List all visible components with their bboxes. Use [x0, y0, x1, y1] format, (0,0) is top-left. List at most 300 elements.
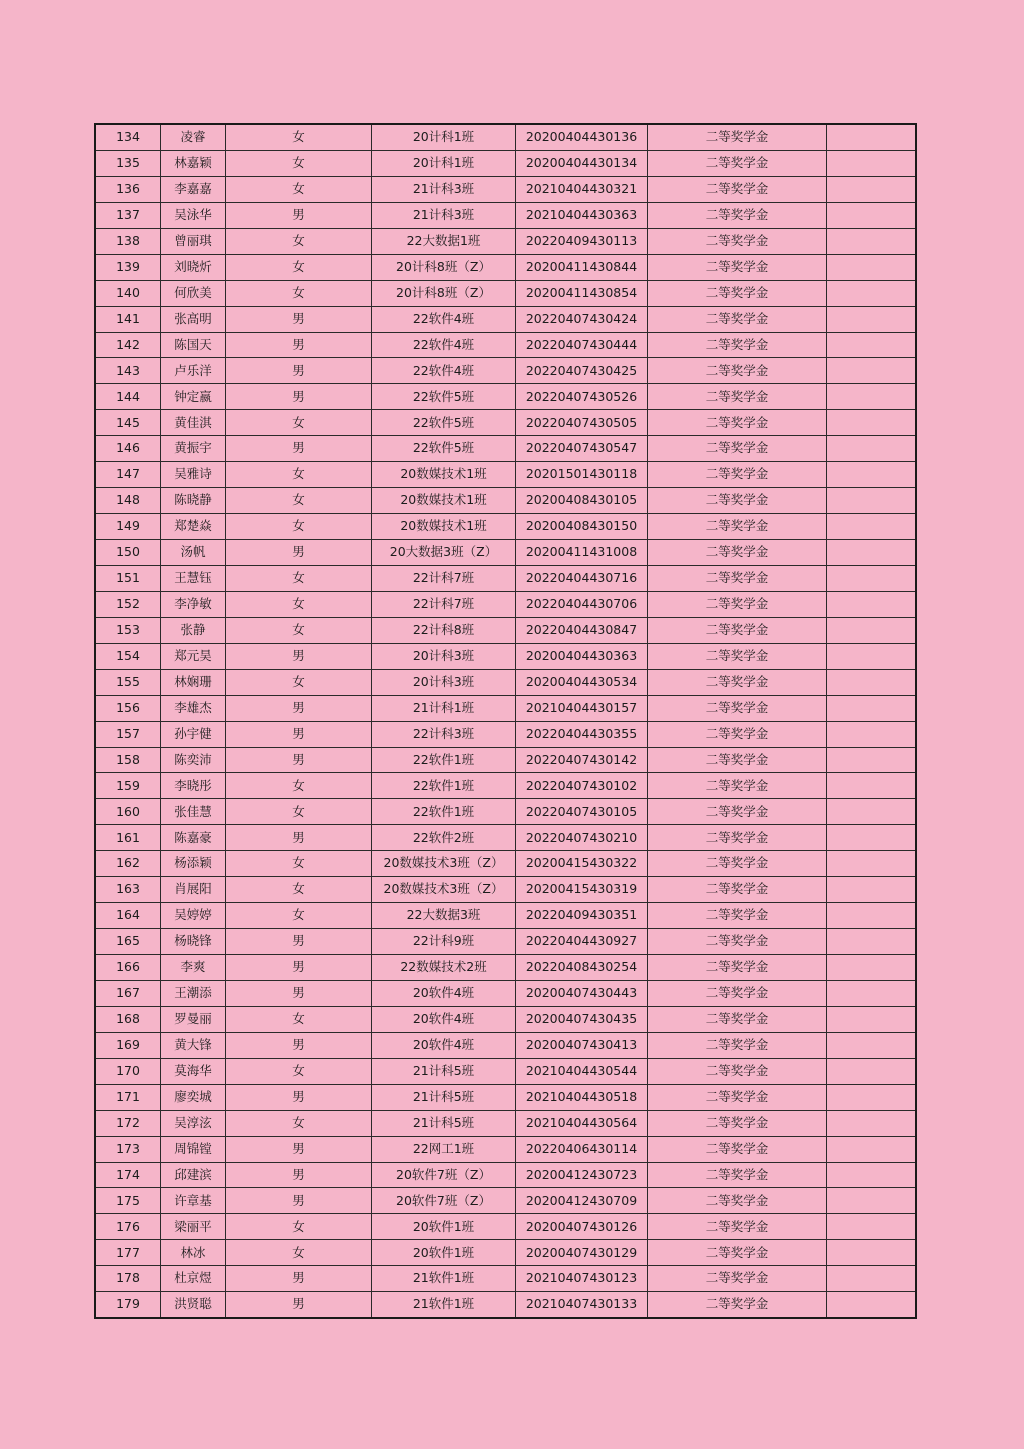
cell-student-name: 陈国天 [161, 332, 226, 358]
cell-student-id: 20220404430355 [516, 721, 648, 747]
roster-table-body [95, 124, 916, 1318]
cell-student-id: 20200411430844 [516, 254, 648, 280]
cell-serial-number: 159 [95, 773, 161, 799]
table-row [95, 358, 916, 384]
cell-class: 20计科1班 [372, 124, 516, 150]
cell-student-name: 周锦镗 [161, 1136, 226, 1162]
table-row [95, 1162, 916, 1188]
cell-class: 20计科3班 [372, 643, 516, 669]
cell-student-name: 李净敏 [161, 591, 226, 617]
table-row [95, 1136, 916, 1162]
cell-student-name: 刘晓炘 [161, 254, 226, 280]
cell-student-name: 王慧钰 [161, 565, 226, 591]
cell-serial-number: 154 [95, 643, 161, 669]
cell-student-id: 20220407430102 [516, 773, 648, 799]
cell-student-name: 郑元昊 [161, 643, 226, 669]
cell-student-name: 罗曼丽 [161, 1006, 226, 1032]
cell-award: 二等奖学金 [648, 643, 827, 669]
cell-student-name: 廖奕城 [161, 1084, 226, 1110]
cell-remark [827, 306, 917, 332]
cell-award: 二等奖学金 [648, 202, 827, 228]
cell-student-id: 20220407430444 [516, 332, 648, 358]
cell-remark [827, 384, 917, 410]
cell-class: 21计科3班 [372, 202, 516, 228]
cell-award: 二等奖学金 [648, 799, 827, 825]
cell-student-name: 梁丽平 [161, 1214, 226, 1240]
cell-gender: 女 [226, 488, 372, 514]
cell-award: 二等奖学金 [648, 1084, 827, 1110]
cell-award: 二等奖学金 [648, 877, 827, 903]
cell-remark [827, 436, 917, 462]
cell-class: 20计科3班 [372, 669, 516, 695]
cell-student-id: 20200404430136 [516, 124, 648, 150]
cell-student-name: 钟定嬴 [161, 384, 226, 410]
cell-class: 21软件1班 [372, 1266, 516, 1292]
cell-award: 二等奖学金 [648, 617, 827, 643]
cell-remark [827, 124, 917, 150]
cell-award: 二等奖学金 [648, 695, 827, 721]
cell-class: 22计科8班 [372, 617, 516, 643]
cell-gender: 女 [226, 1110, 372, 1136]
cell-award: 二等奖学金 [648, 514, 827, 540]
cell-gender: 女 [226, 591, 372, 617]
cell-serial-number: 139 [95, 254, 161, 280]
cell-remark [827, 332, 917, 358]
table-row [95, 591, 916, 617]
cell-award: 二等奖学金 [648, 747, 827, 773]
cell-serial-number: 171 [95, 1084, 161, 1110]
cell-remark [827, 462, 917, 488]
cell-student-id: 20200407430443 [516, 980, 648, 1006]
cell-class: 22软件4班 [372, 306, 516, 332]
cell-serial-number: 153 [95, 617, 161, 643]
cell-serial-number: 142 [95, 332, 161, 358]
cell-gender: 男 [226, 306, 372, 332]
table-row [95, 1214, 916, 1240]
cell-class: 20软件4班 [372, 980, 516, 1006]
cell-student-id: 20200412430709 [516, 1188, 648, 1214]
table-row [95, 462, 916, 488]
cell-remark [827, 929, 917, 955]
cell-student-id: 20200407430129 [516, 1240, 648, 1266]
cell-student-name: 吴雅诗 [161, 462, 226, 488]
cell-class: 22软件4班 [372, 358, 516, 384]
cell-award: 二等奖学金 [648, 1058, 827, 1084]
cell-award: 二等奖学金 [648, 436, 827, 462]
cell-gender: 男 [226, 1084, 372, 1110]
cell-serial-number: 163 [95, 877, 161, 903]
cell-gender: 男 [226, 1032, 372, 1058]
cell-remark [827, 1162, 917, 1188]
cell-award: 二等奖学金 [648, 176, 827, 202]
cell-class: 20计科8班（Z） [372, 254, 516, 280]
table-row [95, 1110, 916, 1136]
cell-award: 二等奖学金 [648, 1188, 827, 1214]
cell-gender: 男 [226, 540, 372, 566]
cell-gender: 男 [226, 436, 372, 462]
cell-serial-number: 174 [95, 1162, 161, 1188]
cell-student-id: 20210404430518 [516, 1084, 648, 1110]
cell-serial-number: 172 [95, 1110, 161, 1136]
cell-serial-number: 158 [95, 747, 161, 773]
cell-serial-number: 177 [95, 1240, 161, 1266]
scholarship-roster-table [94, 123, 917, 1319]
table-row [95, 903, 916, 929]
table-row [95, 202, 916, 228]
cell-student-id: 20210404430363 [516, 202, 648, 228]
cell-student-id: 20220407430210 [516, 825, 648, 851]
cell-serial-number: 144 [95, 384, 161, 410]
cell-award: 二等奖学金 [648, 280, 827, 306]
cell-student-id: 20210404430544 [516, 1058, 648, 1084]
cell-class: 22软件1班 [372, 799, 516, 825]
cell-award: 二等奖学金 [648, 773, 827, 799]
cell-remark [827, 643, 917, 669]
cell-award: 二等奖学金 [648, 1266, 827, 1292]
table-row [95, 1240, 916, 1266]
cell-class: 20软件4班 [372, 1006, 516, 1032]
cell-student-id: 20200404430363 [516, 643, 648, 669]
cell-remark [827, 1240, 917, 1266]
cell-student-id: 20220407430526 [516, 384, 648, 410]
cell-serial-number: 168 [95, 1006, 161, 1032]
table-row [95, 643, 916, 669]
table-row [95, 1292, 916, 1318]
cell-award: 二等奖学金 [648, 358, 827, 384]
cell-remark [827, 773, 917, 799]
cell-student-name: 卢乐洋 [161, 358, 226, 384]
cell-remark [827, 799, 917, 825]
cell-serial-number: 175 [95, 1188, 161, 1214]
cell-remark [827, 851, 917, 877]
cell-serial-number: 138 [95, 228, 161, 254]
cell-student-id: 20220407430142 [516, 747, 648, 773]
table-row [95, 1032, 916, 1058]
cell-class: 21计科5班 [372, 1110, 516, 1136]
cell-award: 二等奖学金 [648, 1032, 827, 1058]
table-row [95, 176, 916, 202]
table-row [95, 488, 916, 514]
cell-student-name: 杨添颖 [161, 851, 226, 877]
cell-gender: 男 [226, 980, 372, 1006]
cell-award: 二等奖学金 [648, 1214, 827, 1240]
cell-gender: 男 [226, 643, 372, 669]
table-row [95, 228, 916, 254]
cell-student-id: 20220404430706 [516, 591, 648, 617]
cell-remark [827, 202, 917, 228]
cell-remark [827, 617, 917, 643]
table-row [95, 384, 916, 410]
cell-gender: 女 [226, 851, 372, 877]
cell-student-id: 20220404430716 [516, 565, 648, 591]
cell-class: 22数媒技术2班 [372, 955, 516, 981]
cell-award: 二等奖学金 [648, 591, 827, 617]
table-row [95, 980, 916, 1006]
cell-gender: 男 [226, 202, 372, 228]
cell-class: 20软件7班（Z） [372, 1188, 516, 1214]
cell-gender: 女 [226, 903, 372, 929]
cell-student-id: 20200407430435 [516, 1006, 648, 1032]
cell-student-id: 20200404430134 [516, 150, 648, 176]
cell-class: 22大数据3班 [372, 903, 516, 929]
cell-gender: 女 [226, 150, 372, 176]
cell-class: 20计科8班（Z） [372, 280, 516, 306]
cell-remark [827, 747, 917, 773]
cell-student-name: 陈晓静 [161, 488, 226, 514]
cell-class: 22软件2班 [372, 825, 516, 851]
cell-serial-number: 161 [95, 825, 161, 851]
cell-remark [827, 565, 917, 591]
cell-remark [827, 410, 917, 436]
cell-student-name: 邱建滨 [161, 1162, 226, 1188]
cell-gender: 女 [226, 799, 372, 825]
cell-student-name: 黄大锋 [161, 1032, 226, 1058]
cell-class: 21计科1班 [372, 695, 516, 721]
cell-student-id: 20210407430123 [516, 1266, 648, 1292]
cell-student-name: 李晓彤 [161, 773, 226, 799]
cell-class: 22软件5班 [372, 410, 516, 436]
table-row [95, 773, 916, 799]
cell-class: 20软件1班 [372, 1240, 516, 1266]
cell-gender: 男 [226, 955, 372, 981]
cell-award: 二等奖学金 [648, 721, 827, 747]
cell-award: 二等奖学金 [648, 955, 827, 981]
cell-student-id: 20220407430424 [516, 306, 648, 332]
table-row [95, 851, 916, 877]
cell-student-id: 20220409430351 [516, 903, 648, 929]
table-row [95, 877, 916, 903]
cell-gender: 男 [226, 1266, 372, 1292]
table-row [95, 617, 916, 643]
cell-class: 20软件7班（Z） [372, 1162, 516, 1188]
cell-class: 22软件1班 [372, 747, 516, 773]
cell-remark [827, 280, 917, 306]
cell-student-id: 20200404430534 [516, 669, 648, 695]
cell-class: 22计科3班 [372, 721, 516, 747]
cell-class: 22网工1班 [372, 1136, 516, 1162]
cell-remark [827, 488, 917, 514]
cell-gender: 女 [226, 410, 372, 436]
cell-serial-number: 169 [95, 1032, 161, 1058]
cell-student-id: 20200408430105 [516, 488, 648, 514]
cell-student-id: 20220408430254 [516, 955, 648, 981]
cell-class: 21计科5班 [372, 1084, 516, 1110]
cell-class: 21软件1班 [372, 1292, 516, 1318]
cell-class: 22软件5班 [372, 384, 516, 410]
cell-serial-number: 176 [95, 1214, 161, 1240]
cell-serial-number: 160 [95, 799, 161, 825]
cell-student-name: 张佳慧 [161, 799, 226, 825]
cell-award: 二等奖学金 [648, 332, 827, 358]
cell-remark [827, 540, 917, 566]
cell-serial-number: 178 [95, 1266, 161, 1292]
cell-gender: 男 [226, 384, 372, 410]
cell-student-name: 陈奕沛 [161, 747, 226, 773]
cell-serial-number: 170 [95, 1058, 161, 1084]
cell-remark [827, 1188, 917, 1214]
table-row [95, 565, 916, 591]
cell-serial-number: 143 [95, 358, 161, 384]
cell-student-name: 李雄杰 [161, 695, 226, 721]
table-row [95, 955, 916, 981]
cell-serial-number: 165 [95, 929, 161, 955]
cell-student-id: 20200407430126 [516, 1214, 648, 1240]
cell-student-name: 许章基 [161, 1188, 226, 1214]
cell-student-name: 肖展阳 [161, 877, 226, 903]
cell-gender: 女 [226, 1058, 372, 1084]
cell-student-id: 20220404430927 [516, 929, 648, 955]
cell-award: 二等奖学金 [648, 1240, 827, 1266]
cell-student-id: 20220404430847 [516, 617, 648, 643]
cell-serial-number: 137 [95, 202, 161, 228]
cell-student-name: 杜京煜 [161, 1266, 226, 1292]
cell-student-name: 吴淳泫 [161, 1110, 226, 1136]
cell-serial-number: 140 [95, 280, 161, 306]
cell-serial-number: 167 [95, 980, 161, 1006]
cell-student-name: 何欣美 [161, 280, 226, 306]
cell-gender: 男 [226, 1136, 372, 1162]
cell-student-id: 20210404430564 [516, 1110, 648, 1136]
cell-remark [827, 695, 917, 721]
cell-award: 二等奖学金 [648, 669, 827, 695]
cell-student-id: 20220406430114 [516, 1136, 648, 1162]
cell-remark [827, 358, 917, 384]
table-row [95, 332, 916, 358]
cell-serial-number: 162 [95, 851, 161, 877]
cell-gender: 女 [226, 280, 372, 306]
table-row [95, 1188, 916, 1214]
cell-student-name: 孙宇健 [161, 721, 226, 747]
cell-gender: 男 [226, 1162, 372, 1188]
cell-class: 22软件4班 [372, 332, 516, 358]
cell-award: 二等奖学金 [648, 254, 827, 280]
cell-award: 二等奖学金 [648, 565, 827, 591]
cell-award: 二等奖学金 [648, 1292, 827, 1318]
cell-remark [827, 1006, 917, 1032]
table-row [95, 150, 916, 176]
cell-remark [827, 1084, 917, 1110]
cell-gender: 女 [226, 565, 372, 591]
cell-award: 二等奖学金 [648, 1110, 827, 1136]
cell-class: 20软件1班 [372, 1214, 516, 1240]
cell-gender: 女 [226, 1240, 372, 1266]
cell-remark [827, 1214, 917, 1240]
cell-remark [827, 254, 917, 280]
cell-class: 22计科9班 [372, 929, 516, 955]
table-row [95, 721, 916, 747]
cell-serial-number: 152 [95, 591, 161, 617]
cell-class: 22软件1班 [372, 773, 516, 799]
cell-remark [827, 877, 917, 903]
cell-gender: 男 [226, 825, 372, 851]
cell-student-name: 林嘉颖 [161, 150, 226, 176]
cell-gender: 女 [226, 254, 372, 280]
cell-student-name: 汤帆 [161, 540, 226, 566]
cell-student-id: 20210407430133 [516, 1292, 648, 1318]
cell-student-id: 20200415430322 [516, 851, 648, 877]
cell-class: 20数媒技术3班（Z） [372, 851, 516, 877]
cell-serial-number: 146 [95, 436, 161, 462]
cell-student-id: 20200407430413 [516, 1032, 648, 1058]
cell-gender: 男 [226, 695, 372, 721]
cell-class: 20数媒技术1班 [372, 514, 516, 540]
table-row [95, 1266, 916, 1292]
cell-award: 二等奖学金 [648, 410, 827, 436]
table-row [95, 747, 916, 773]
cell-serial-number: 164 [95, 903, 161, 929]
cell-remark [827, 591, 917, 617]
cell-serial-number: 135 [95, 150, 161, 176]
cell-student-name: 李爽 [161, 955, 226, 981]
cell-serial-number: 179 [95, 1292, 161, 1318]
cell-remark [827, 1266, 917, 1292]
table-row [95, 280, 916, 306]
cell-remark [827, 669, 917, 695]
cell-remark [827, 228, 917, 254]
cell-remark [827, 903, 917, 929]
table-row [95, 540, 916, 566]
cell-student-id: 20200408430150 [516, 514, 648, 540]
cell-gender: 女 [226, 176, 372, 202]
cell-student-name: 陈嘉豪 [161, 825, 226, 851]
cell-student-name: 杨晓锋 [161, 929, 226, 955]
cell-class: 20大数据3班（Z） [372, 540, 516, 566]
cell-student-name: 凌睿 [161, 124, 226, 150]
cell-class: 21计科5班 [372, 1058, 516, 1084]
cell-remark [827, 150, 917, 176]
cell-student-id: 20220407430105 [516, 799, 648, 825]
cell-student-name: 黄佳淇 [161, 410, 226, 436]
cell-award: 二等奖学金 [648, 851, 827, 877]
cell-class: 22软件5班 [372, 436, 516, 462]
cell-student-id: 20201501430118 [516, 462, 648, 488]
cell-gender: 女 [226, 514, 372, 540]
cell-student-name: 林冰 [161, 1240, 226, 1266]
cell-gender: 女 [226, 1006, 372, 1032]
table-row [95, 1084, 916, 1110]
cell-student-name: 林娴珊 [161, 669, 226, 695]
cell-gender: 男 [226, 747, 372, 773]
cell-student-name: 吴泳华 [161, 202, 226, 228]
cell-serial-number: 156 [95, 695, 161, 721]
cell-award: 二等奖学金 [648, 384, 827, 410]
cell-student-id: 20220409430113 [516, 228, 648, 254]
cell-gender: 男 [226, 1188, 372, 1214]
cell-student-name: 张静 [161, 617, 226, 643]
cell-gender: 女 [226, 669, 372, 695]
cell-serial-number: 173 [95, 1136, 161, 1162]
cell-gender: 男 [226, 332, 372, 358]
cell-student-name: 吴婷婷 [161, 903, 226, 929]
table-row [95, 124, 916, 150]
cell-student-name: 张高明 [161, 306, 226, 332]
cell-student-name: 黄振宇 [161, 436, 226, 462]
cell-remark [827, 1110, 917, 1136]
cell-serial-number: 134 [95, 124, 161, 150]
cell-serial-number: 145 [95, 410, 161, 436]
cell-gender: 女 [226, 124, 372, 150]
table-row [95, 436, 916, 462]
cell-student-id: 20200415430319 [516, 877, 648, 903]
table-row [95, 669, 916, 695]
cell-student-name: 洪贤聪 [161, 1292, 226, 1318]
cell-award: 二等奖学金 [648, 903, 827, 929]
cell-remark [827, 1136, 917, 1162]
cell-remark [827, 955, 917, 981]
cell-gender: 男 [226, 721, 372, 747]
cell-award: 二等奖学金 [648, 540, 827, 566]
cell-gender: 女 [226, 617, 372, 643]
